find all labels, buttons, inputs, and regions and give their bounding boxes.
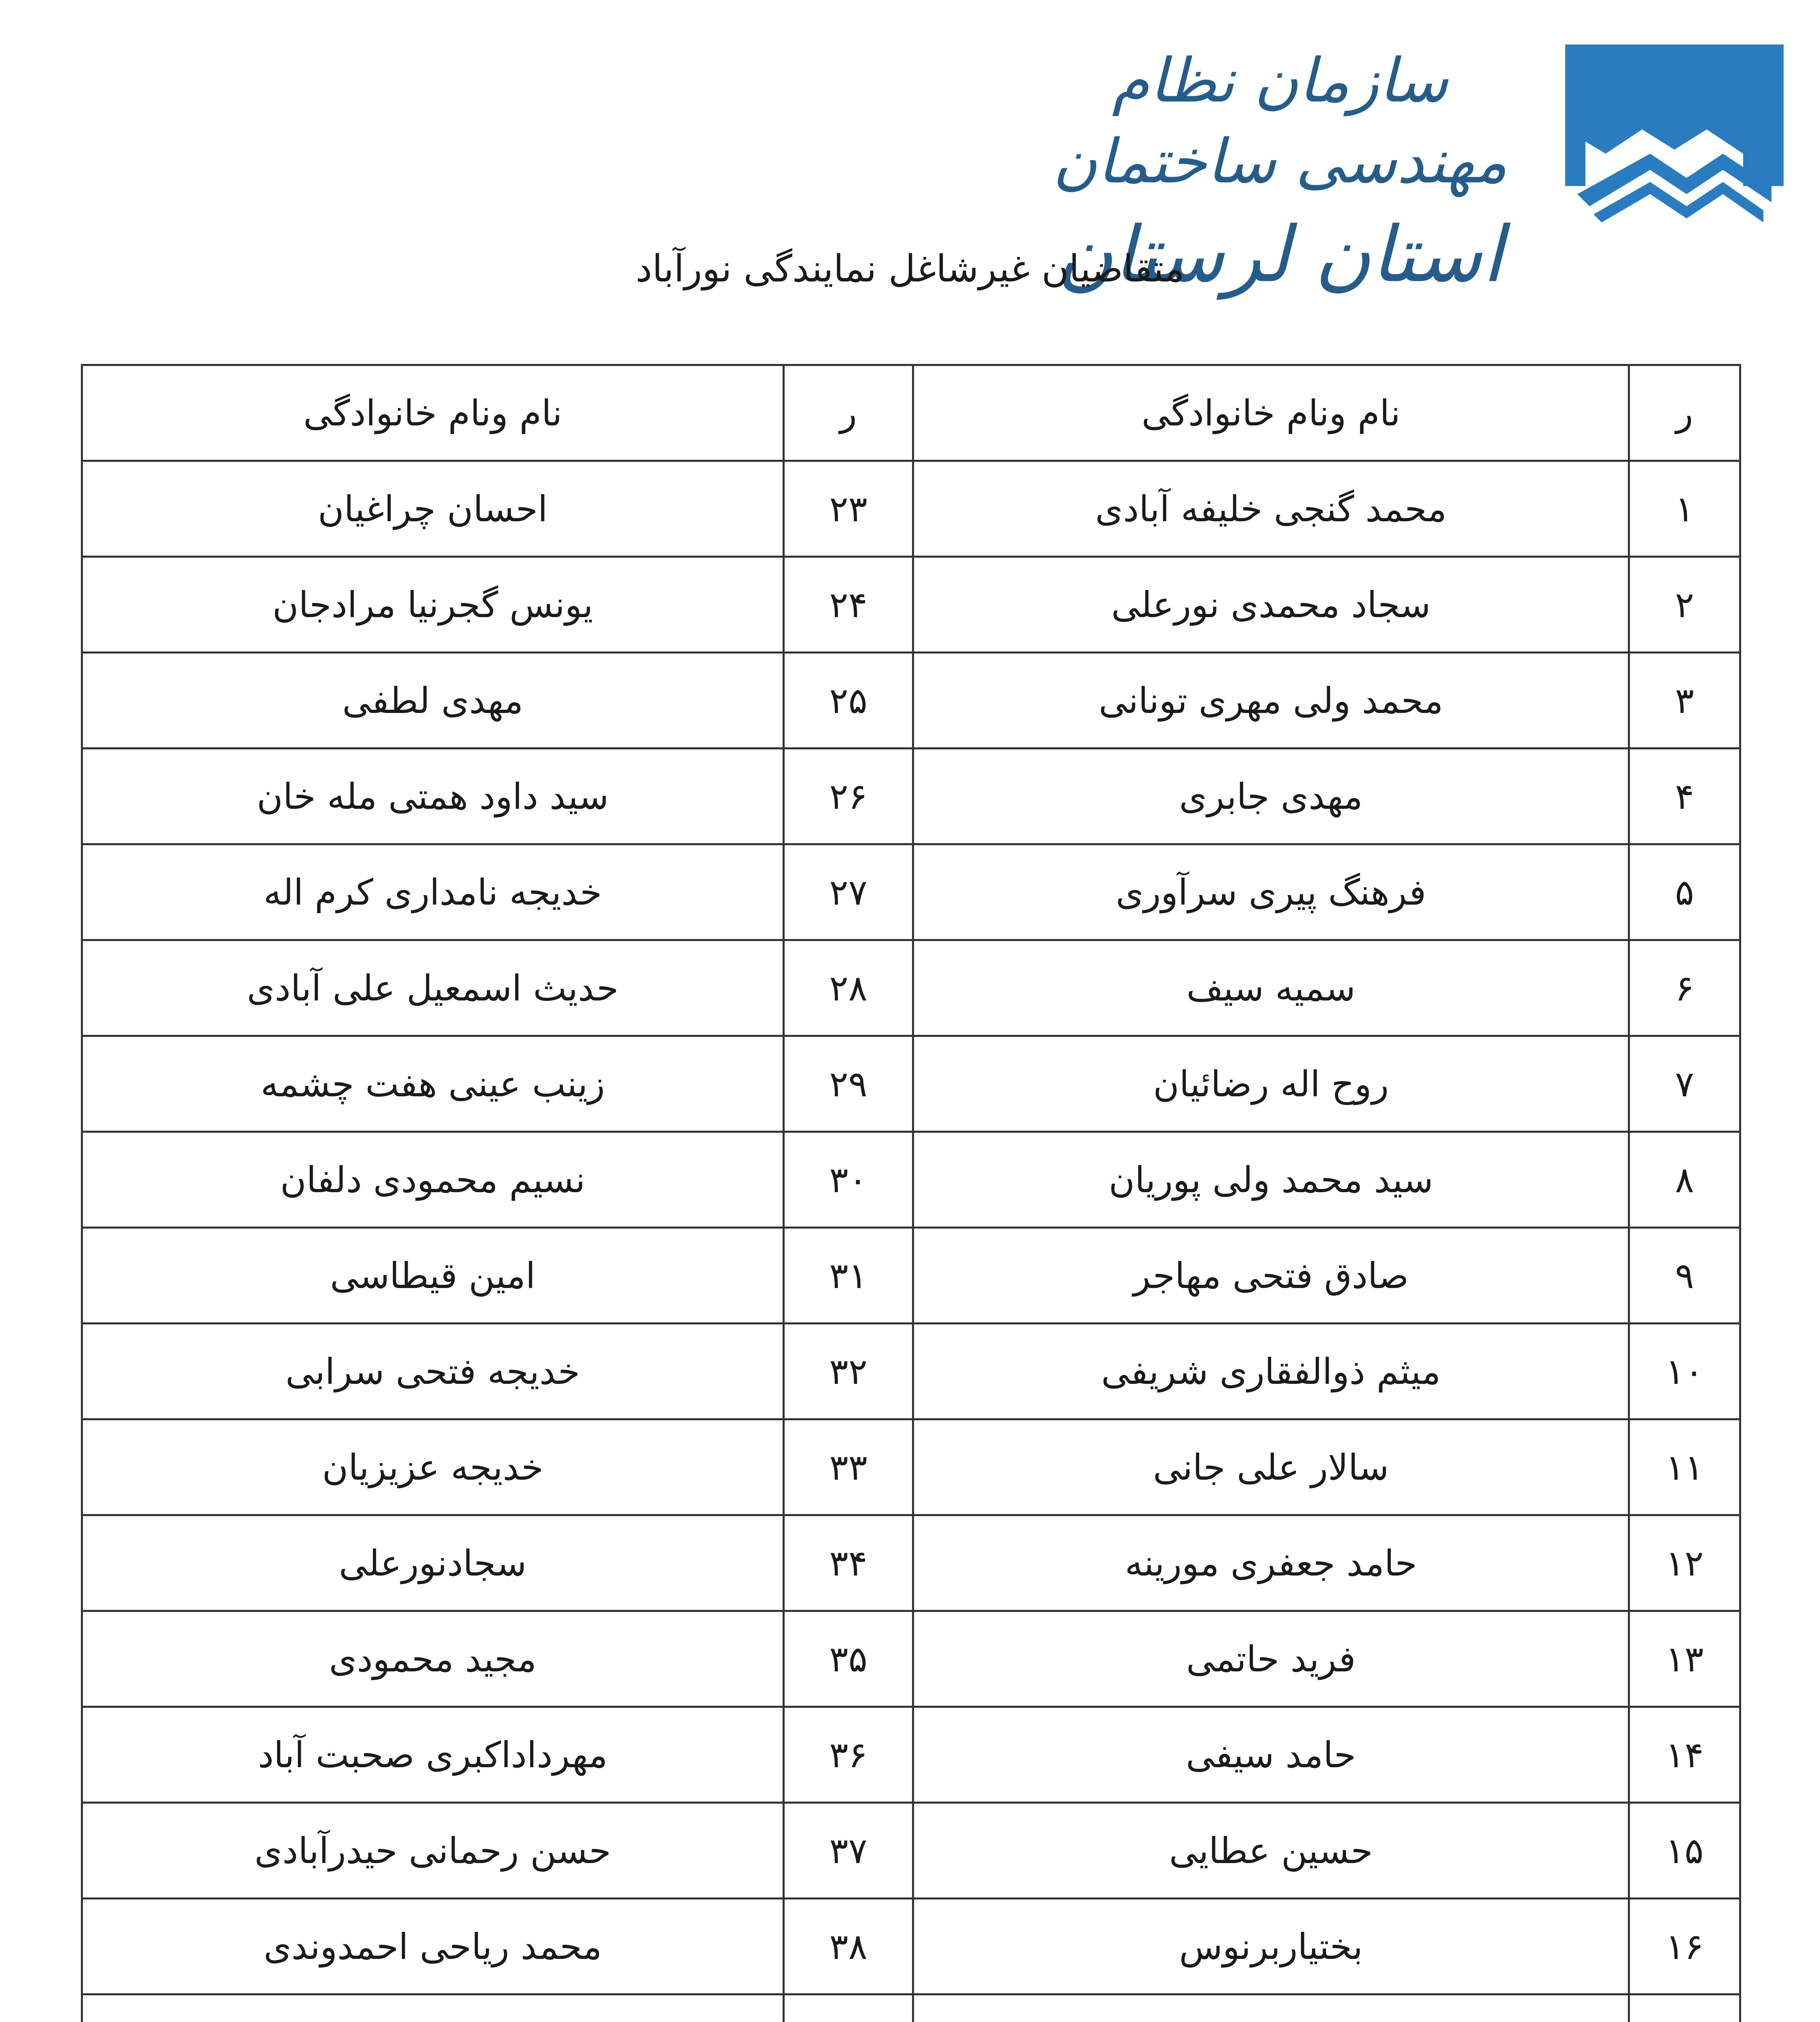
organization-logo (1052, 24, 1804, 299)
table-body (82, 461, 1740, 2022)
applicant-name-right: مهدی جابری (913, 749, 1629, 844)
applicant-name-left: سید داود همتی مله خان (82, 749, 784, 844)
row-number-left (784, 1995, 913, 2022)
organization-name: سازمان نظام مهندسی ساختمان (1053, 46, 1507, 197)
applicant-name-right: محمد گنجی خلیفه آبادی (913, 461, 1629, 557)
row-number-right: ۷ (1629, 1036, 1740, 1132)
row-number-left: ۳۸ (784, 1899, 913, 1995)
row-number-right: ۱۶ (1629, 1899, 1740, 1995)
applicants-table-container (81, 364, 1739, 2022)
applicant-name-left: خدیجه فتحی سرابی (82, 1324, 784, 1419)
applicant-name-right (913, 1995, 1629, 2022)
applicant-name-left: محمد ریاحی احمدوندی (82, 1899, 784, 1995)
table-row (82, 1515, 1740, 1611)
row-number-left: ۲۸ (784, 940, 913, 1036)
row-number-right: ۱۴ (1629, 1707, 1740, 1803)
applicant-name-left: مهرداداکبری صحبت آباد (82, 1707, 784, 1803)
province-name: استان لرستان (1057, 210, 1503, 299)
applicant-name-left: احسان چراغیان (82, 461, 784, 557)
row-number-left: ۳۲ (784, 1324, 913, 1419)
table-row (82, 1899, 1740, 1995)
table-row (82, 1611, 1740, 1707)
table-row (82, 1324, 1740, 1419)
header-right-number: ر (1629, 365, 1740, 461)
row-number-left: ۲۷ (784, 844, 913, 940)
applicant-name-left: مهدی لطفی (82, 653, 784, 749)
building-emblem-icon (1553, 32, 1796, 231)
table-row (82, 749, 1740, 844)
row-number-left: ۳۳ (784, 1419, 913, 1515)
row-number-right: ۱۰ (1629, 1324, 1740, 1419)
row-number-right (1629, 1995, 1740, 2022)
row-number-right: ۱۱ (1629, 1419, 1740, 1515)
table-row (82, 1228, 1740, 1324)
table-row (82, 461, 1740, 557)
applicant-name-right: سمیه سیف (913, 940, 1629, 1036)
applicant-name-right: سجاد محمدی نورعلی (913, 557, 1629, 653)
row-number-left: ۲۴ (784, 557, 913, 653)
row-number-right: ۹ (1629, 1228, 1740, 1324)
row-number-left: ۲۵ (784, 653, 913, 749)
row-number-left: ۳۷ (784, 1803, 913, 1899)
row-number-left: ۳۱ (784, 1228, 913, 1324)
row-number-right: ۱۵ (1629, 1803, 1740, 1899)
row-number-left: ۳۵ (784, 1611, 913, 1707)
row-number-right: ۶ (1629, 940, 1740, 1036)
applicant-name-right: محمد ولی مهری تونانی (913, 653, 1629, 749)
applicant-name-right: میثم ذوالفقاری شریفی (913, 1324, 1629, 1419)
applicant-name-right: بختیاربرنوس (913, 1899, 1629, 1995)
row-number-left: ۲۶ (784, 749, 913, 844)
row-number-right: ۸ (1629, 1132, 1740, 1228)
table-row (82, 1707, 1740, 1803)
applicant-name-right: فرهنگ پیری سرآوری (913, 844, 1629, 940)
applicant-name-right: سید محمد ولی پوریان (913, 1132, 1629, 1228)
header-left-name: نام ونام خانوادگی (82, 365, 784, 461)
table-row (82, 557, 1740, 653)
row-number-right: ۱ (1629, 461, 1740, 557)
table-row (82, 844, 1740, 940)
applicant-name-right: حسین عطایی (913, 1803, 1629, 1899)
applicant-name-left (82, 1995, 784, 2022)
applicant-name-left: مجید محمودی (82, 1611, 784, 1707)
row-number-right: ۳ (1629, 653, 1740, 749)
applicant-name-left: یونس گجرنیا مرادجان (82, 557, 784, 653)
applicant-name-right: روح اله رضائیان (913, 1036, 1629, 1132)
applicant-name-right: سالار علی جانی (913, 1419, 1629, 1515)
table-row (82, 1036, 1740, 1132)
row-number-right: ۲ (1629, 557, 1740, 653)
header-left-number: ر (784, 365, 913, 461)
row-number-left: ۲۹ (784, 1036, 913, 1132)
row-number-right: ۵ (1629, 844, 1740, 940)
header-right-name: نام ونام خانوادگی (913, 365, 1629, 461)
logo-wordmark (1048, 40, 1513, 299)
row-number-right: ۴ (1629, 749, 1740, 844)
applicant-name-left: حسن رحمانی حیدرآبادی (82, 1803, 784, 1899)
applicant-name-right: حامد جعفری مورینه (913, 1515, 1629, 1611)
table-row (82, 1419, 1740, 1515)
applicant-name-right: فرید حاتمی (913, 1611, 1629, 1707)
applicant-name-left: امین قیطاسی (82, 1228, 784, 1324)
table-row (82, 1803, 1740, 1899)
table-row (82, 1995, 1740, 2022)
applicants-table (81, 364, 1741, 2022)
row-number-left: ۳۴ (784, 1515, 913, 1611)
applicant-name-right: حامد سیفی (913, 1707, 1629, 1803)
page-title: متقاضیان غیرشاغل نمایندگی نورآباد (635, 247, 1185, 290)
row-number-right: ۱۲ (1629, 1515, 1740, 1611)
table-header-row (82, 365, 1740, 461)
applicant-name-left: نسیم محمودی دلفان (82, 1132, 784, 1228)
row-number-right: ۱۳ (1629, 1611, 1740, 1707)
applicant-name-left: خدیجه عزیزیان (82, 1419, 784, 1515)
row-number-left: ۳۶ (784, 1707, 913, 1803)
row-number-left: ۳۰ (784, 1132, 913, 1228)
table-row (82, 940, 1740, 1036)
applicant-name-right: صادق فتحی مهاجر (913, 1228, 1629, 1324)
table-row (82, 653, 1740, 749)
table-row (82, 1132, 1740, 1228)
applicant-name-left: سجادنورعلی (82, 1515, 784, 1611)
applicant-name-left: حدیث اسمعیل علی آبادی (82, 940, 784, 1036)
applicant-name-left: خدیجه نامداری کرم اله (82, 844, 784, 940)
row-number-left: ۲۳ (784, 461, 913, 557)
applicant-name-left: زینب عینی هفت چشمه (82, 1036, 784, 1132)
